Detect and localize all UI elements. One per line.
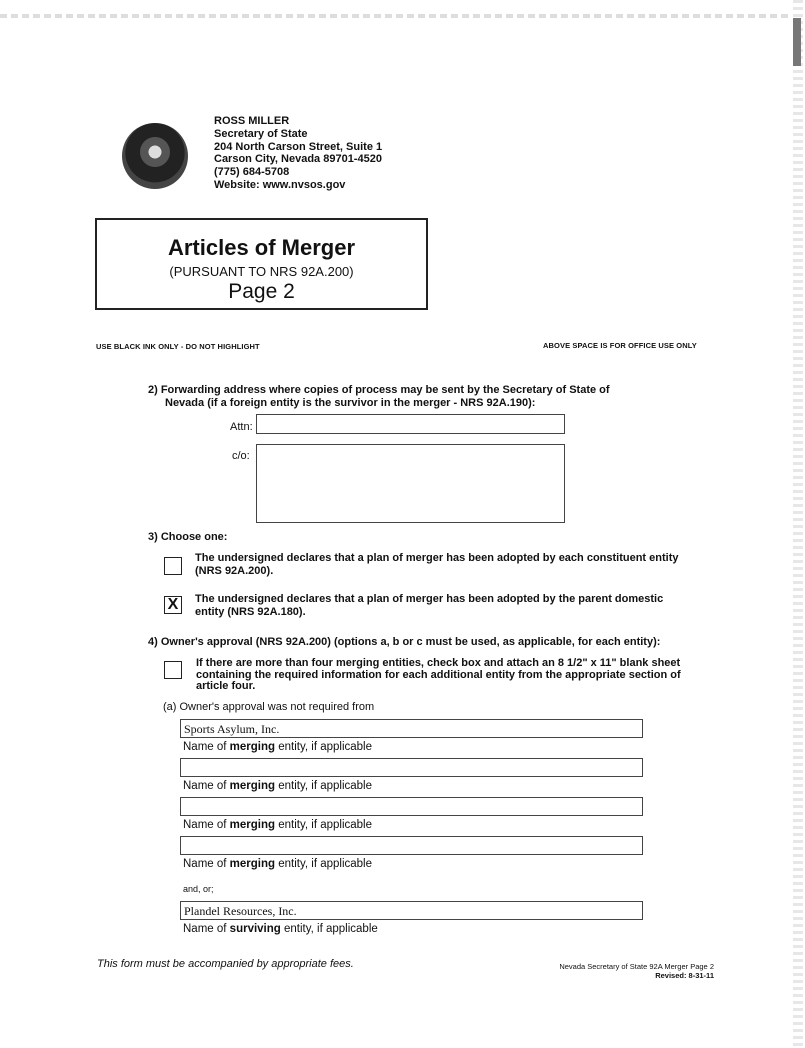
additional-entities-note: If there are more than four merging entities, check box and attach an 8 1/2" x 11" blank sheet containing the required information for each additional entity from the appropriate section of article four. (196, 657, 681, 692)
option-2-text: The undersigned declares that a plan of merger has been adopted by the parent domestic entity (NRS 92A.180). (195, 593, 664, 618)
and-or-label: and, or; (183, 884, 214, 894)
additional-entities-checkbox[interactable] (164, 661, 182, 679)
merging-entity-1-caption: Name of merging entity, if applicable (183, 741, 372, 753)
secretary-title: Secretary of State (214, 127, 308, 140)
section-4-heading: 4) Owner's approval (NRS 92A.200) (options a, b or c must be used, as applicable, for each entity): (148, 636, 661, 648)
merging-entity-2-caption: Name of merging entity, if applicable (183, 780, 372, 792)
merging-entity-3-field[interactable] (180, 797, 643, 816)
nevada-seal-icon (122, 123, 188, 189)
office-website: Website: www.nvsos.gov (214, 178, 346, 191)
scan-artifact-top (0, 14, 790, 18)
surviving-entity-field[interactable]: Plandel Resources, Inc. (180, 901, 643, 920)
secretary-of-state-block (214, 115, 382, 192)
option-2-checkbox[interactable]: X (164, 596, 182, 614)
secretary-name: ROSS MILLER (214, 115, 290, 127)
section-3-heading: 3) Choose one: (148, 531, 228, 543)
merging-entity-1-field[interactable]: Sports Asylum, Inc. (180, 719, 643, 738)
co-field[interactable] (256, 444, 565, 523)
fees-notice: This form must be accompanied by appropriate fees. (97, 958, 354, 970)
merging-entity-3-caption: Name of merging entity, if applicable (183, 819, 372, 831)
scan-mark (793, 18, 801, 66)
option-a-label: (a) Owner's approval was not required from (163, 701, 375, 713)
attn-field[interactable] (256, 414, 565, 434)
office-use-notice: ABOVE SPACE IS FOR OFFICE USE ONLY (543, 341, 697, 350)
merging-entity-4-caption: Name of merging entity, if applicable (183, 858, 372, 870)
office-city: Carson City, Nevada 89701-4520 (214, 153, 382, 166)
section-2-line-1: 2) Forwarding address where copies of process may be sent by the Secretary of State of (148, 384, 610, 396)
office-street: 204 North Carson Street, Suite 1 (214, 140, 383, 153)
form-page-label: Page 2 (228, 280, 295, 303)
section-2-line-2: Nevada (if a foreign entity is the survivor in the merger - NRS 92A.190): (165, 397, 536, 409)
surviving-entity-caption: Name of surviving entity, if applicable (183, 923, 378, 935)
form-title: Articles of Merger (167, 235, 356, 260)
ink-instruction: USE BLACK INK ONLY - DO NOT HIGHLIGHT (96, 342, 260, 351)
form-reference: Nevada Secretary of State 92A Merger Page 2 Revised: 8-31-11 (559, 962, 714, 980)
scan-artifact-right (793, 0, 803, 1048)
co-label: c/o: (232, 450, 250, 462)
merging-entity-4-field[interactable] (180, 836, 643, 855)
form-subtitle: (PURSUANT TO NRS 92A.200) (169, 264, 354, 279)
attn-label: Attn: (230, 421, 253, 433)
option-1-checkbox[interactable] (164, 557, 182, 575)
merging-entity-2-field[interactable] (180, 758, 643, 777)
option-1-text: The undersigned declares that a plan of merger has been adopted by each constituent entity (NRS 92A.200). (195, 552, 679, 577)
form-title-box (95, 218, 428, 310)
office-phone: (775) 684-5708 (214, 166, 290, 179)
